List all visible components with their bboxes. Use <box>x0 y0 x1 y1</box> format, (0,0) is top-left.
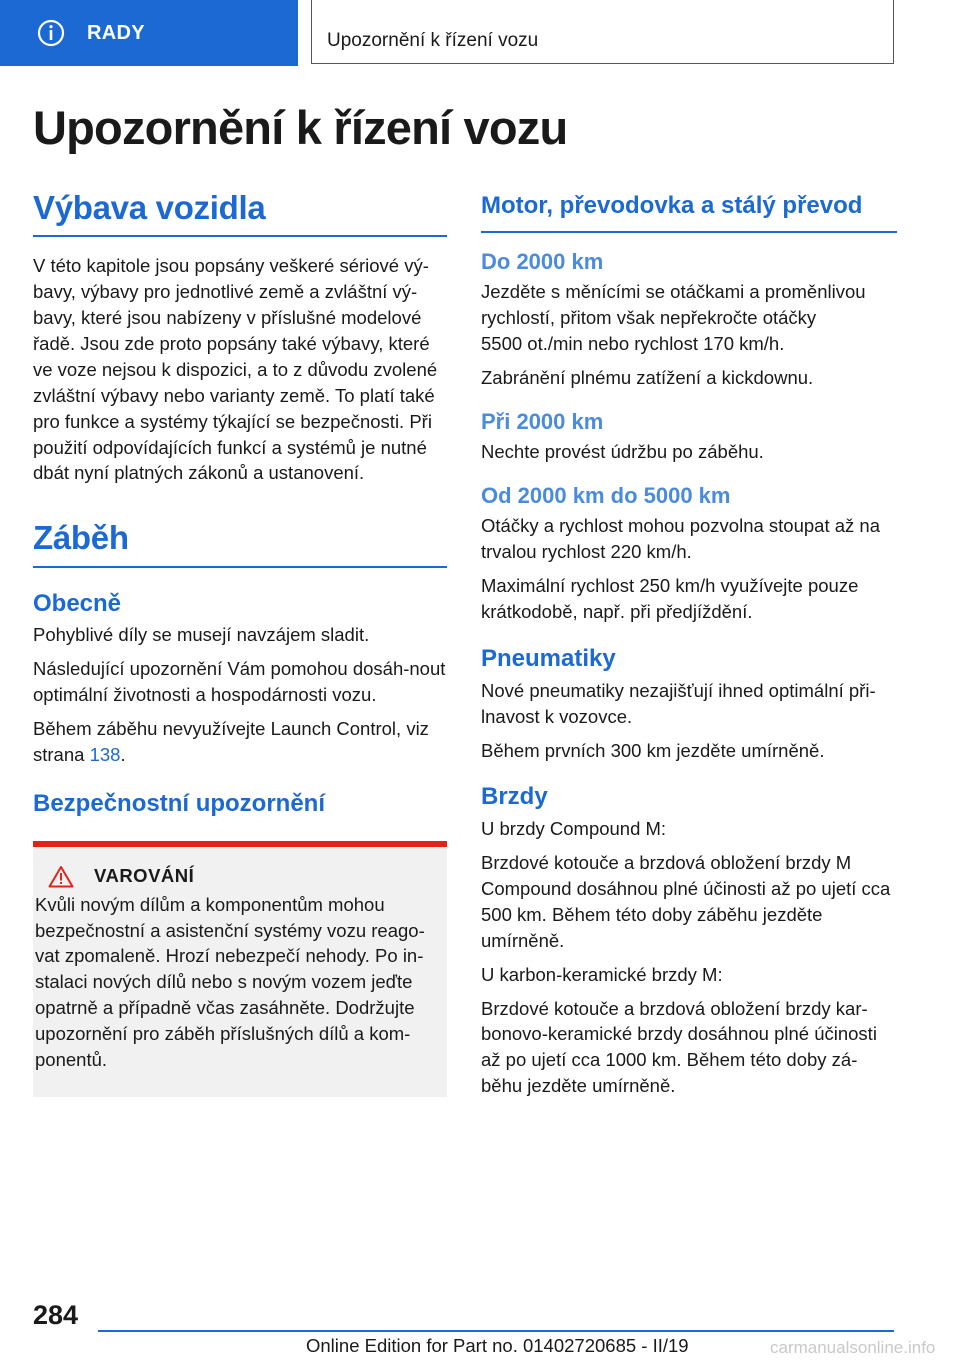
heading-pneumatiky: Pneumatiky <box>481 644 616 672</box>
obecne-p3-text: Během záběhu nevyužívejte Launch Control, viz strana <box>33 718 429 765</box>
od2000-p1: Otáčky a rychlost mohou pozvolna stoupat až na trvalou rychlost 220 km/h. <box>481 515 880 563</box>
warning-header <box>35 865 437 888</box>
page-reference-link[interactable]: 138 <box>89 743 121 765</box>
brzdy-p4: Brzdové kotouče a brzdová obložení brzdy kar-bonovo-keramické brzdy dosáhnou plné účinosti až po ujetí cca 1000 km. Během této doby zá-běhu jezděte umírněně. <box>481 997 877 1097</box>
heading-od-2000: Od 2000 km do 5000 km <box>481 483 731 509</box>
obecne-p3 <box>33 716 447 768</box>
heading-brzdy: Brzdy <box>481 783 548 811</box>
heading-pri-2000: Při 2000 km <box>481 408 604 434</box>
od2000-p2: Maximální rychlost 250 km/h využívejte pouze krátkodobě, např. při předjíždění. <box>481 575 859 623</box>
heading-obecne: Obecně <box>33 589 122 617</box>
page-number: 284 <box>33 1300 79 1330</box>
pneu-p1: Nové pneumatiky nezajišťují ihned optimální při-lnavost k vozovce. <box>481 679 876 727</box>
vybava-text: V této kapitole jsou popsány veškeré sériové vý-bavy, výbavy pro jednotlivé země a zvláštní vý-bavy, které jsou nabízeny v příslušné modelové řadě. Jsou zde proto popsány také výbavy, které ve voze nejsou k dispozici, a to z důvodu zvolené zvláštní výbavy nebo varianty země. To platí také pro funkce a systémy týkající se bezpečnosti. Při použití odpovídajících funkcí a systémů je nutné dbát nyní platných zákonů a ustanovení. <box>33 255 438 484</box>
info-icon <box>37 19 65 47</box>
left-column <box>33 190 447 1097</box>
obecne-p2: Následující upozornění Vám pomohou dosáh-nout optimální životnosti a hospodárnosti vozu. <box>33 658 446 706</box>
heading-bezpecnost: Bezpečnostní upozornění <box>33 789 326 817</box>
brzdy-p1: U brzdy Compound M: <box>481 818 667 840</box>
heading-motor: Motor, převodovka a stálý převod <box>481 192 897 233</box>
pri2000-p1: Nechte provést údržbu po záběhu. <box>481 441 764 463</box>
obecne-p3-end: . <box>120 743 126 765</box>
heading-do-2000: Do 2000 km <box>481 248 604 274</box>
heading-zabeh: Záběh <box>33 520 447 567</box>
brzdy-p2: Brzdové kotouče a brzdová obložení brzdy M Compound dosáhnou plné účinosti až po ujetí cca 500 km. Během této doby záběhu jezděte umírněně. <box>481 852 891 951</box>
chapter-tab <box>0 0 298 66</box>
section-header <box>311 0 894 64</box>
pneu-p2: Během prvních 300 km jezděte umírněně. <box>481 739 825 761</box>
obecne-p1: Pohyblivé díly se musejí navzájem sladit. <box>33 624 370 646</box>
brzdy-p3: U karbon-keramické brzdy M: <box>481 963 723 985</box>
chapter-tab-label: RADY <box>87 21 145 44</box>
do2000-p1b: 5500 ot./min nebo rychlost 170 km/h. <box>481 332 785 354</box>
warning-text: Kvůli novým dílům a komponentům mohou bezpečnostní a asistenční systémy vozu reago-vat zpomaleně. Hrozí nebezpečí nehody. Po in-stalaci nových dílů nebo s novým vozem jeďte opatrně a případně včas zasáhněte. Dodržujte upozornění pro záběh příslušných dílů a kom-ponentů. <box>35 893 425 1070</box>
warning-label: VAROVÁNÍ <box>94 865 195 887</box>
warning-box <box>33 841 447 1097</box>
do2000-p1a: Jezděte s měnícími se otáčkami a proměnlivou rychlostí, přitom však nepřekročte otáčky <box>481 281 866 329</box>
section-header-title: Upozornění k řízení vozu <box>327 30 539 51</box>
footer-divider <box>98 1330 894 1332</box>
right-column <box>481 192 897 1099</box>
heading-vybava: Výbava vozidla <box>33 190 447 237</box>
watermark: carmanualsonline.info <box>770 1338 936 1357</box>
warning-triangle-icon <box>48 865 74 888</box>
do2000-p2: Zabránění plnému zatížení a kickdownu. <box>481 366 814 388</box>
footer-edition: Online Edition for Part no. 01402720685 - II/19 <box>306 1335 689 1356</box>
page-title: Upozornění k řízení vozu <box>33 101 568 154</box>
